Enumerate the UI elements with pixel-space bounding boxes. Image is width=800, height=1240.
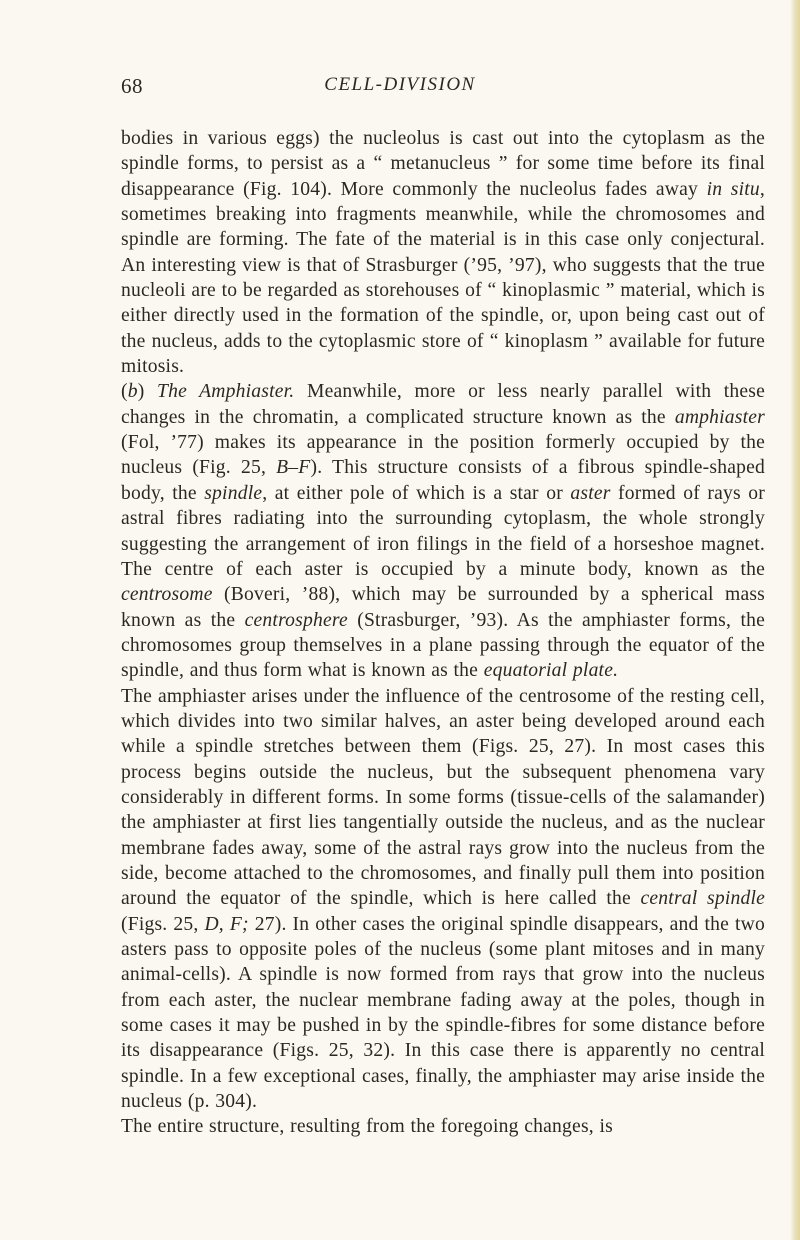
page-edge (790, 0, 800, 1240)
text-run: The entire structure, resulting from the foregoing changes, is (121, 1116, 613, 1138)
page-header (0, 74, 800, 104)
text-run: ) (137, 381, 157, 403)
paragraph (121, 126, 765, 379)
italic-run: equatorial plate. (483, 660, 619, 682)
italic-run: The Amphiaster. (156, 381, 295, 403)
italic-run: spindle (204, 482, 263, 504)
text-run: (Boveri, ’88), which may be surrounded by a spherical mass known as the (121, 584, 765, 631)
paragraph (121, 684, 765, 1115)
text-run: bodies in various eggs) the nucleolus is cast out into the cytoplasm as the spindle forms, to persist as a “ metanucleus ” for some time before its final disappearance (Fig. 104). More commonly the nucleolus fades away (121, 128, 765, 200)
paragraph (121, 1114, 765, 1139)
text-run: Meanwhile, more or less nearly parallel with these changes in the chromatin, a complicated structure known as the (121, 381, 765, 428)
text-run: (Strasburger, ’93). As the amphiaster forms, the chromosomes group themselves in a plane passing through the equator of the spindle, and thus form what is known as the (121, 609, 765, 682)
italic-run: aster (570, 482, 611, 504)
italic-run: b (127, 381, 138, 403)
body-text (121, 126, 765, 1140)
text-run: , at either pole of which is a star or (262, 482, 571, 504)
text-run: formed of rays or astral fibres radiating into the surrounding cytoplasm, the whole strongly suggesting the arrangement of iron filings in the field of a horseshoe magnet. The centre of each aster is occupied by a minute body, known as the (121, 482, 765, 580)
italic-run: B–F (276, 457, 311, 479)
text-run: (Figs. 25, (121, 913, 205, 935)
text-run: 27). In other cases the original spindle disappears, and the two asters pass to opposite poles of the nucleus (some plant mitoses and in many animal-cells). A spindle is now formed from rays that grow into the nucleus from each aster, the nuclear membrane fading away at the poles, though in some cases it may be pushed in by the spindle-fibres for some distance before its disappearance (Figs. 25, 32). In this case there is apparently no central spindle. In a few exceptional cases, finally, the amphiaster may arise inside the nucleus (p. 304). (121, 913, 765, 1113)
italic-run: D, F; (204, 913, 249, 935)
text-run: The amphiaster arises under the influence of the centrosome of the resting cell, which divides into two similar halves, an aster being developed around each while a spindle stretches between them (Figs. 25, 27). In most cases this process begins outside the nucleus, but the subsequent phenomena vary considerably in different forms. In some forms (tissue-cells of the salamander) the amphiaster at first lies tangentially outside the nucleus, and as the nuclear membrane fades away, some of the astral rays grow into the nucleus from the side, become attached to the chromosomes, and finally pull them into position around the equator of the spindle, which is here called the (121, 685, 765, 910)
page-number: 68 (121, 74, 143, 98)
text-run: (Fol, ’77) makes its appearance in the position formerly occupied by the nucleus (Fig. 25, (121, 432, 765, 479)
text-run: ). This structure consists of a fibrous spindle-shaped body, the (121, 457, 765, 504)
paragraph (121, 379, 765, 683)
italic-run: in situ (706, 178, 760, 200)
text-run: ( (121, 381, 128, 403)
italic-run: amphiaster (674, 406, 765, 428)
running-head: CELL-DIVISION (324, 74, 476, 95)
italic-run: centrosome (121, 584, 213, 606)
text-run: , sometimes breaking into fragments meanwhile, while the chromosomes and spindle are forming. The fate of the material is in this case only conjectural. An interesting view is that of Strasburger (’95, ’97), who suggests that the true nucleoli are to be regarded as storehouses of “ kinoplasmic ” material, which is either directly used in the formation of the spindle, or, upon being cast out of the nucleus, adds to the cytoplasmic store of “ kinoplasm ” available for future mitosis. (121, 178, 765, 378)
italic-run: central spindle (640, 888, 766, 910)
italic-run: centrosphere (244, 609, 348, 631)
